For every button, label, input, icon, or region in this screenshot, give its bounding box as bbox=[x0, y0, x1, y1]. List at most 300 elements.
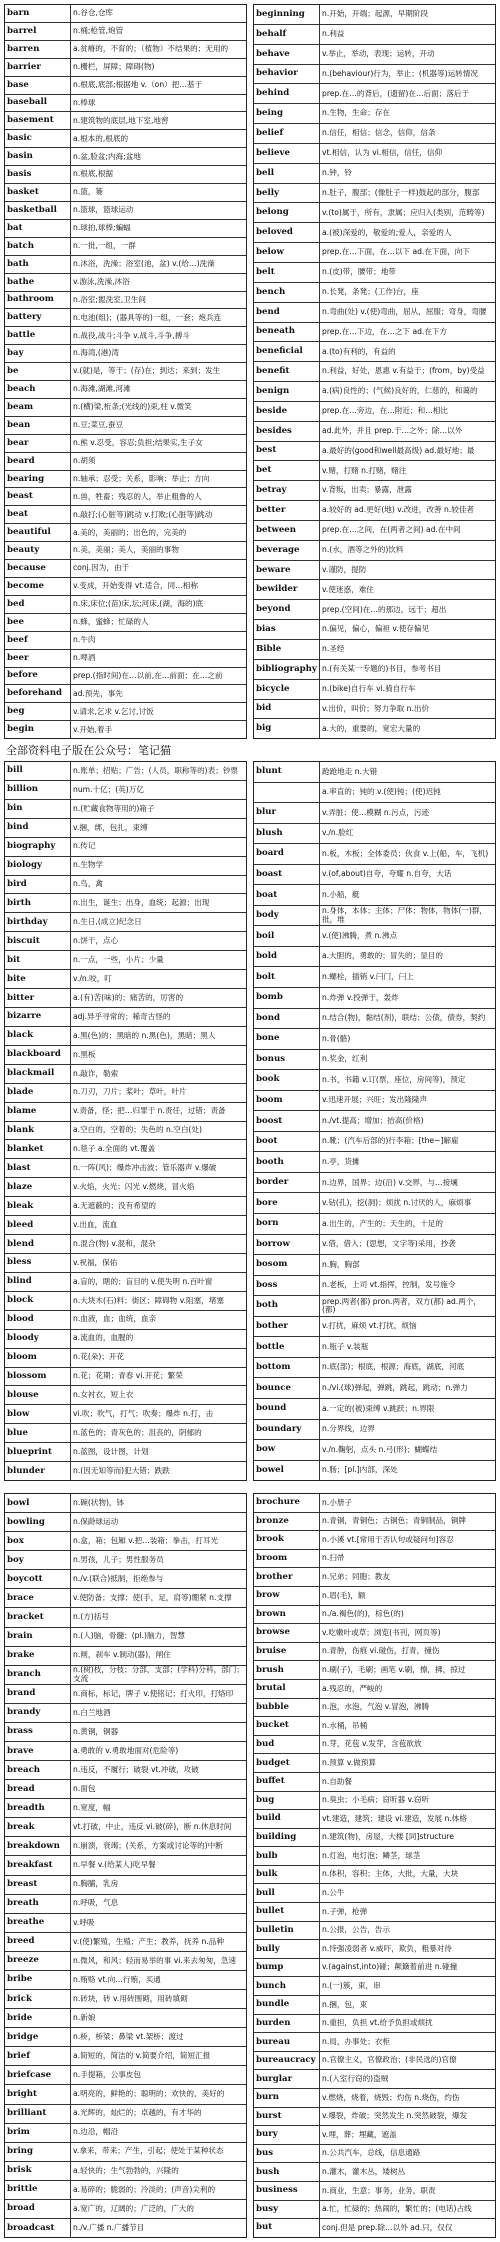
vocab-meaning: n.牛肉 bbox=[73, 634, 96, 644]
vocab-row bbox=[5, 989, 246, 1008]
vocab-word: bowl bbox=[5, 1494, 71, 1512]
column-left bbox=[4, 1493, 247, 2238]
vocab-word: boom bbox=[254, 1091, 320, 1111]
vocab-meaning: num.十亿；(英)万亿 bbox=[73, 784, 144, 794]
vocab-meaning: n.重担，负担 vt.给予负担或烦扰 bbox=[322, 2018, 433, 2028]
vocab-row bbox=[5, 309, 246, 327]
vocab-word: blanket bbox=[5, 1140, 71, 1158]
vocab-meaning: n.贿赂 vt.向…行贿，买通 bbox=[73, 1974, 161, 1984]
vocab-row bbox=[5, 1818, 246, 1837]
vocab-meaning: prep.在…下面，在…以下 ad.在下面，向下 bbox=[322, 247, 470, 257]
vocab-meaning: n.豆;菜豆,蚕豆 bbox=[73, 420, 124, 430]
vocab-word: break bbox=[5, 1818, 71, 1836]
vocab-row bbox=[254, 1773, 495, 1792]
vocab-meaning: n.扫帚 bbox=[322, 1553, 345, 1563]
vocab-word: bright bbox=[5, 2085, 71, 2103]
vocab-word: branch bbox=[5, 1666, 71, 1684]
column-right bbox=[253, 1493, 496, 2238]
vocab-row bbox=[254, 382, 495, 402]
vocab-row bbox=[5, 1914, 246, 1933]
vocab-word: bond bbox=[254, 1009, 320, 1029]
vocab-meaning: v.举止，举动，表现；运转，开动 bbox=[322, 48, 435, 58]
vocab-row bbox=[5, 112, 246, 130]
vocab-word: blunder bbox=[5, 1462, 71, 1480]
vocab-row bbox=[254, 2126, 495, 2145]
vocab-row bbox=[5, 1103, 246, 1122]
vocab-row bbox=[5, 220, 246, 238]
vocab-meaning: n./v.(联合)抵制，拒绝参与 bbox=[73, 1574, 164, 1584]
vocab-row bbox=[254, 1717, 495, 1736]
vocab-meaning: v.(使)繁殖，生殖；产生；教养，抚养 n.品种 bbox=[73, 1936, 224, 1946]
vocab-meaning: a.空白的，空着的；失色的 n.空白(处) bbox=[73, 1125, 202, 1135]
column-left bbox=[4, 761, 247, 1481]
vocab-meaning: v.祝福，保佑 bbox=[73, 1257, 118, 1267]
vocab-meaning: v.(against,into)碰；颠簸着前进 n.碰撞 bbox=[322, 1962, 458, 1972]
vocab-row bbox=[5, 166, 246, 184]
vocab-meaning: n.结合(物)，黏结(剂)，联结；公债，债券，契约 bbox=[322, 1013, 486, 1023]
vocab-row bbox=[254, 1420, 495, 1441]
column-left bbox=[4, 4, 247, 739]
vocab-word: both bbox=[254, 1296, 320, 1316]
vocab-row bbox=[5, 2066, 246, 2085]
vocab-row bbox=[254, 1111, 495, 1132]
vocab-row bbox=[254, 84, 495, 104]
vocab-meaning: v./n.脸红 bbox=[322, 828, 354, 838]
vocab-meaning: n.子弹，枪弹 bbox=[322, 1906, 368, 1916]
vocab-word: burn bbox=[254, 2089, 320, 2107]
vocab-row bbox=[254, 1235, 495, 1256]
vocab-word: bully bbox=[254, 1940, 320, 1958]
vocab-meaning: a.宽广的，辽阔的；广泛的，广大的 bbox=[73, 2203, 194, 2213]
vocab-meaning: n.自助餐 bbox=[322, 1776, 353, 1786]
vocab-meaning: v./n.咬，叮 bbox=[73, 973, 112, 983]
vocab-row bbox=[254, 541, 495, 561]
vocab-word: benefit bbox=[254, 362, 320, 381]
vocab-row bbox=[5, 41, 246, 59]
vocab-row bbox=[254, 762, 495, 783]
vocab-row bbox=[254, 243, 495, 263]
vocab-meaning: n./a.褐色(的)，棕色(的) bbox=[322, 1609, 404, 1619]
vocab-row bbox=[5, 800, 246, 819]
vocab-row bbox=[5, 762, 246, 781]
vocab-meaning: v.呼吸 bbox=[73, 1917, 95, 1927]
vocab-word: bathroom bbox=[5, 292, 71, 309]
vocab-row bbox=[5, 2009, 246, 2028]
vocab-row bbox=[5, 560, 246, 578]
vocab-word: breeze bbox=[5, 1952, 71, 1970]
vocab-meaning: n.芽，花苞 v.发芽，含苞欲放 bbox=[322, 1739, 422, 1749]
vocab-row bbox=[254, 783, 495, 804]
vocab-word: bee bbox=[5, 614, 71, 631]
vocab-meaning: a.贫瘠的，不育的；（植物）不结果的；无用的 bbox=[73, 44, 229, 54]
vocab-word: barn bbox=[5, 5, 71, 22]
vocab-row bbox=[5, 1330, 246, 1349]
vocab-row bbox=[5, 1761, 246, 1780]
vocab-word: breakdown bbox=[5, 1837, 71, 1855]
watermark-text: 全部资料电子版在公众号：笔记猫 bbox=[6, 744, 171, 757]
vocab-meaning: n.建筑(物)，房屋，大楼 [同]structure bbox=[322, 1832, 454, 1842]
vocab-word: bet bbox=[254, 461, 320, 480]
vocab-word: bucket bbox=[254, 1717, 320, 1735]
vocab-meaning: n.亭，货摊 bbox=[322, 1156, 360, 1166]
vocab-word: breed bbox=[5, 1933, 71, 1951]
vocab-word: beside bbox=[254, 402, 320, 421]
vocab-row bbox=[5, 1386, 246, 1405]
vocab-word: bear bbox=[5, 435, 71, 452]
vocab-row bbox=[5, 1273, 246, 1292]
vocab-word: board bbox=[254, 844, 320, 864]
vocab-meaning: v.迅速开展；兴旺；发出隆隆声 bbox=[322, 1095, 428, 1105]
vocab-row bbox=[5, 1666, 246, 1685]
vocab-word: basement bbox=[5, 112, 71, 129]
vocab-row bbox=[5, 1405, 246, 1424]
vocab-row bbox=[254, 1531, 495, 1550]
vocab-word: bother bbox=[254, 1317, 320, 1337]
vocab-word: bleak bbox=[5, 1197, 71, 1215]
vocab-meaning: conj.但是 prep.除…以外 ad.只，仅仅 bbox=[322, 2222, 453, 2232]
vocab-row bbox=[5, 417, 246, 435]
vocab-word: battery bbox=[5, 309, 71, 326]
vocab-word: boil bbox=[254, 926, 320, 946]
vocab-word: burglar bbox=[254, 2070, 320, 2088]
vocab-meaning: n.钟，铃 bbox=[322, 167, 353, 177]
vocab-meaning: ad.此外，并且 prep.于…之外；除…以外 bbox=[322, 425, 463, 435]
vocab-word: birthday bbox=[5, 913, 71, 931]
vocab-row bbox=[5, 1532, 246, 1551]
vocab-word: basin bbox=[5, 148, 71, 165]
vocab-meaning: a.轻快的；生气勃勃的，兴隆的 bbox=[73, 2165, 179, 2175]
vocab-row bbox=[5, 721, 246, 738]
vocab-word: boast bbox=[254, 865, 320, 885]
vocab-row bbox=[254, 2070, 495, 2089]
vocab-meaning: a.明亮的，鲜艳的；聪明的；欢快的，美好的 bbox=[73, 2089, 225, 2099]
vocab-word: breadth bbox=[5, 1799, 71, 1817]
vocab-word: bit bbox=[5, 951, 71, 969]
vocab-row bbox=[5, 453, 246, 471]
vocab-word: biology bbox=[5, 857, 71, 875]
vocab-row bbox=[5, 1122, 246, 1141]
vocab-meaning: conj.因为，由于 bbox=[73, 563, 130, 573]
vocab-word: bend bbox=[254, 303, 320, 322]
vocab-row bbox=[254, 926, 495, 947]
vocab-meaning: a.(有)苦(味)的；痛苦的，厉害的 bbox=[73, 992, 184, 1002]
vocab-meaning: a.出生的，产生的；天生的，十足的 bbox=[322, 1218, 443, 1228]
vocab-meaning: n.生日,(成立)纪念日 bbox=[73, 917, 142, 927]
vocab-word: believe bbox=[254, 144, 320, 163]
vocab-word: below bbox=[254, 243, 320, 262]
vocab-word: blank bbox=[5, 1122, 71, 1140]
vocab-row bbox=[5, 23, 246, 41]
vocab-row bbox=[254, 988, 495, 1009]
vocab-row bbox=[254, 25, 495, 45]
vocab-meaning: a.易碎的；脆弱的；冷淡的；(声音)尖利的 bbox=[73, 2184, 216, 2194]
vocab-row bbox=[5, 202, 246, 220]
vocab-word: brake bbox=[5, 1647, 71, 1665]
vocab-meaning: vt.建造，建筑；建设 vi.建造，发展 n.体格 bbox=[322, 1813, 467, 1823]
vocab-word: behavior bbox=[254, 65, 320, 84]
vocab-meaning: n.保龄球运动 bbox=[73, 1516, 119, 1526]
vocab-meaning: n.(横)梁,桁条;(光线的)束,柱 v.微笑 bbox=[73, 402, 192, 412]
vocab-word: boat bbox=[254, 885, 320, 905]
vocab-meaning: n.兄弟；同胞；教友 bbox=[322, 1571, 390, 1581]
vocab-row bbox=[254, 283, 495, 303]
vocab-row bbox=[5, 148, 246, 166]
vocab-word: barrel bbox=[5, 23, 71, 40]
vocab-row bbox=[254, 1255, 495, 1276]
vocab-row bbox=[5, 327, 246, 345]
vocab-meaning: n.篮，篓 bbox=[73, 187, 104, 197]
vocab-row bbox=[254, 580, 495, 600]
vocab-meaning: v.吃嫩叶或草；浏览(书刊，网页等) bbox=[322, 1627, 441, 1637]
vocab-word: brisk bbox=[5, 2162, 71, 2180]
vocab-word: beach bbox=[5, 381, 71, 398]
vocab-meaning: n.面包 bbox=[73, 1784, 96, 1793]
vocab-row bbox=[5, 488, 246, 506]
vocab-meaning: n.账单；招贴；广告；(人员，职称等的)表；钞票 bbox=[73, 765, 239, 775]
vocab-word: bud bbox=[254, 1736, 320, 1754]
vocab-row bbox=[5, 1235, 246, 1254]
vocab-word: besides bbox=[254, 422, 320, 441]
vocab-word: blouse bbox=[5, 1386, 71, 1404]
vocab-word: beg bbox=[5, 703, 71, 720]
vocab-row bbox=[254, 1173, 495, 1194]
vocab-word: bed bbox=[5, 596, 71, 613]
vocab-word: brass bbox=[5, 1723, 71, 1741]
vocab-word: belt bbox=[254, 263, 320, 282]
vocab-word: bureau bbox=[254, 2033, 320, 2051]
vocab-meaning: n.鸟，禽 bbox=[73, 879, 104, 889]
vocab-meaning: v.埋，葬；埋藏，遮盖 bbox=[322, 2129, 397, 2139]
vocab-word: batch bbox=[5, 238, 71, 255]
vocab-meaning: n.(贮藏食物等用的)箱子 bbox=[73, 803, 155, 813]
vocab-meaning: n.根底,根据 bbox=[73, 169, 114, 179]
vocab-meaning: n.分界线，边界 bbox=[322, 1424, 375, 1434]
vocab-word: brand bbox=[5, 1685, 71, 1703]
vocab-word: bat bbox=[5, 220, 71, 237]
vocab-row bbox=[5, 1723, 246, 1742]
vocab-row bbox=[254, 1378, 495, 1399]
vocab-row bbox=[5, 130, 246, 148]
vocab-meaning: v.爆裂，炸破；突然发生 n.突然破裂，爆发 bbox=[322, 2111, 468, 2121]
vocab-meaning: n.早餐 v.(给某人)吃早餐 bbox=[73, 1860, 156, 1870]
vocab-word: bride bbox=[5, 2009, 71, 2027]
vocab-meaning: n.栅栏，屏障；障碍(物) bbox=[73, 61, 155, 71]
vocab-row bbox=[5, 399, 246, 417]
vocab-meaning: v.捆，绑，包扎，束缚 bbox=[73, 822, 148, 832]
vocab-meaning: n.边沿，帽沿 bbox=[73, 2127, 119, 2137]
vocab-row bbox=[254, 2201, 495, 2220]
vocab-word: box bbox=[5, 1532, 71, 1550]
vocab-word: book bbox=[254, 1070, 320, 1090]
vocab-row bbox=[254, 1643, 495, 1662]
vocab-row bbox=[254, 947, 495, 968]
vocab-row bbox=[254, 1132, 495, 1153]
vocab-meaning: n.公牛 bbox=[322, 1888, 345, 1898]
vocab-row bbox=[5, 345, 246, 363]
vocab-meaning: v.(使)沸腾，煮 n.沸点 bbox=[322, 930, 398, 940]
vocab-row bbox=[5, 506, 246, 524]
vocab-row bbox=[5, 1513, 246, 1532]
vocab-row bbox=[5, 184, 246, 202]
vocab-word: beef bbox=[5, 632, 71, 649]
vocab-meaning: adj.异乎寻常的；稀奇古怪的 bbox=[73, 1011, 171, 1021]
vocab-word: beyond bbox=[254, 600, 320, 619]
vocab-word: beautiful bbox=[5, 524, 71, 541]
vocab-row bbox=[5, 1837, 246, 1856]
vocab-word: brave bbox=[5, 1742, 71, 1760]
vocab-row bbox=[254, 1513, 495, 1532]
vocab-word: be bbox=[5, 363, 71, 380]
vocab-row bbox=[254, 700, 495, 720]
vocab-row bbox=[254, 719, 495, 738]
vocab-word: brow bbox=[254, 1587, 320, 1605]
vocab-row bbox=[5, 781, 246, 800]
vocab-meaning: n.炸弹 v.投弹于，轰炸 bbox=[322, 992, 399, 1002]
vocab-word: being bbox=[254, 104, 320, 123]
vocab-meaning: n.(水，酒等之外的)饮料 bbox=[322, 545, 404, 554]
vocab-word: biography bbox=[5, 838, 71, 856]
vocab-word: bone bbox=[254, 1029, 320, 1049]
vocab-word: bonus bbox=[254, 1050, 320, 1070]
vocab-meaning: v.谨防，提防 bbox=[322, 564, 367, 574]
vocab-meaning: n.臭虫；小毛病；窃听器 v.窃听 bbox=[322, 1795, 430, 1805]
vocab-meaning: n.崩溃，衰竭；(关系，方案或讨论等的)中断 bbox=[73, 1841, 223, 1851]
vocab-word: because bbox=[5, 560, 71, 577]
vocab-word: booth bbox=[254, 1152, 320, 1172]
vocab-meaning: n.(树)枝，分枝；分部，支部；(学科)分科，部门；支流 bbox=[73, 1665, 244, 1683]
vocab-meaning: v.(就)是，等于；(存)在；到达；来到；发生 bbox=[73, 366, 221, 376]
vocab-word: blackboard bbox=[5, 1046, 71, 1064]
vocab-word: blast bbox=[5, 1159, 71, 1177]
vocab-meaning: v.背叛，出卖；暴露，泄露 bbox=[322, 485, 412, 495]
vocab-word: best bbox=[254, 442, 320, 461]
vocab-word: basket bbox=[5, 184, 71, 201]
vocab-meaning: n.官僚主义，官僚政治；(非民选的)官僚 bbox=[322, 2055, 457, 2065]
vocab-word: basketball bbox=[5, 202, 71, 219]
vocab-row bbox=[5, 970, 246, 989]
vocab-row bbox=[5, 913, 246, 932]
vocab-row bbox=[5, 2219, 246, 2237]
vocab-word: big bbox=[254, 719, 320, 738]
vocab-word: basis bbox=[5, 166, 71, 183]
vocab-row bbox=[5, 2181, 246, 2200]
vocab-row bbox=[254, 362, 495, 382]
vocab-row bbox=[254, 1296, 495, 1317]
vocab-word: bowel bbox=[254, 1461, 320, 1481]
vocab-row bbox=[5, 1780, 246, 1799]
vocab-meaning: n.出生，诞生；出身，血统；起源；出现 bbox=[73, 898, 210, 908]
vocab-row bbox=[5, 894, 246, 913]
vocab-word: blend bbox=[5, 1235, 71, 1253]
vocab-row bbox=[5, 1876, 246, 1895]
vocab-meaning: n.局，办事处；衣柜 bbox=[322, 2036, 390, 2046]
vocab-meaning: n.蜂，蜜蜂；忙碌的人 bbox=[73, 617, 149, 627]
vocab-row bbox=[5, 238, 246, 256]
vocab-row bbox=[5, 632, 246, 650]
vocab-word bbox=[254, 783, 320, 803]
vocab-meaning: n.根底,底部;根据地 v.（on）把…基于 bbox=[73, 79, 203, 89]
vocab-meaning: n.水桶，吊桶 bbox=[322, 1720, 368, 1730]
vocab-word: bleed bbox=[5, 1216, 71, 1234]
vocab-meaning: n.篮球，篮球运动 bbox=[73, 205, 134, 215]
vocab-row bbox=[5, 1895, 246, 1914]
vocab-word: brace bbox=[5, 1589, 71, 1607]
vocab-meaning: n.战役,战斗;斗争 v.战斗,斗争,搏斗 bbox=[73, 330, 190, 340]
vocab-meaning: a.美的，美丽的；出色的，完美的 bbox=[73, 527, 187, 537]
vocab-word: bottom bbox=[254, 1358, 320, 1378]
vocab-word: bias bbox=[254, 620, 320, 639]
vocab-word: betray bbox=[254, 481, 320, 500]
vocab-row bbox=[5, 1856, 246, 1875]
vocab-meaning: n.泡，水泡，气泡 v.冒泡，沸腾 bbox=[322, 1702, 430, 1712]
vocab-word: borrow bbox=[254, 1235, 320, 1255]
vocab-row bbox=[5, 1368, 246, 1387]
vocab-word: bloom bbox=[5, 1349, 71, 1367]
vocab-word: blunt bbox=[254, 762, 320, 782]
vocab-meaning: n.奖金，红利 bbox=[322, 1054, 368, 1064]
vocab-meaning: n.沐浴，洗澡；浴室(池，盆) v.(给…)洗澡 bbox=[73, 258, 215, 268]
vocab-row bbox=[5, 614, 246, 632]
vocab-row bbox=[5, 256, 246, 274]
vocab-meaning: n.边界，国界；边(沿) v.交界，与…接壤 bbox=[322, 1177, 458, 1187]
vocab-word: brown bbox=[254, 1606, 320, 1624]
vocab-word: buffet bbox=[254, 1773, 320, 1791]
vocab-row bbox=[254, 1736, 495, 1755]
vocab-meaning: n.一点，一些，小片；少量 bbox=[73, 954, 164, 964]
vocab-word: build bbox=[254, 1810, 320, 1828]
vocab-meaning: n.长凳，条凳；(工作)台，座 bbox=[322, 287, 419, 297]
vocab-meaning: n.兽，牲畜；残忍的人，举止粗鲁的人 bbox=[73, 491, 202, 501]
vocab-word: blood bbox=[5, 1311, 71, 1329]
vocab-word: bill bbox=[5, 762, 71, 780]
vocab-meaning: n.敲打;(心脏等)跳动 v.打败;(心脏等)跳动 bbox=[73, 509, 213, 519]
vocab-row bbox=[5, 1990, 246, 2009]
vocab-row bbox=[254, 323, 495, 343]
vocab-meaning: n.碗(状物)，钵 bbox=[73, 1497, 125, 1507]
vocab-meaning: n.新娘 bbox=[73, 2012, 96, 2022]
vocab-meaning: a.一定的(被)束缚 v.跳跃；n.界限 bbox=[322, 1403, 435, 1413]
vocab-meaning: prep.在…之间，在(两者之间) ad.在中间 bbox=[322, 525, 461, 535]
vocab-meaning: n.板，木板；全体委员；伙食 v.上(船，车，飞机) bbox=[322, 848, 489, 858]
vocab-row bbox=[5, 95, 246, 113]
vocab-meaning: n.花(朵)；开花 bbox=[73, 1352, 125, 1362]
vocab-row bbox=[5, 292, 246, 310]
vocab-meaning: prep.在…旁边，在…附近；和…相比 bbox=[322, 406, 448, 416]
vocab-meaning: n.大块木(石)料；街区；障碍物 v.阻塞，堵塞 bbox=[73, 1295, 224, 1305]
vocab-word: brain bbox=[5, 1628, 71, 1646]
vocab-row bbox=[5, 2124, 246, 2143]
vocab-row bbox=[5, 1311, 246, 1330]
page-3-columns bbox=[4, 1493, 496, 2238]
vocab-meaning: n.谷仓,仓库 bbox=[73, 8, 114, 18]
vocab-meaning: n.小溪 vt.[常用于否认句或疑问句]容忍 bbox=[322, 1534, 454, 1544]
vocab-word: bicycle bbox=[254, 680, 320, 699]
vocab-word: bronze bbox=[254, 1513, 320, 1531]
vocab-meaning: n.弯曲(处) v.(使)弯曲，屈从，屈服；弯身，弯腰 bbox=[322, 306, 487, 316]
vocab-word: beneficial bbox=[254, 342, 320, 361]
vocab-row bbox=[254, 65, 495, 85]
vocab-row bbox=[254, 442, 495, 462]
vocab-meaning: n.恃强凌弱者 v.威吓，欺负，粗暴对待 bbox=[322, 1943, 452, 1953]
vocab-meaning: n.敲诈，勒索 bbox=[73, 1068, 119, 1078]
vocab-meaning: n.捆，包，束 bbox=[322, 1999, 368, 2009]
vocab-row bbox=[254, 2108, 495, 2127]
vocab-meaning: n.女衬衣，短上衣 bbox=[73, 1390, 134, 1400]
vocab-row bbox=[5, 2200, 246, 2219]
vocab-row bbox=[254, 1624, 495, 1643]
vocab-word: but bbox=[254, 2219, 320, 2237]
vocab-meaning: n.青肿，伤痕 vi.碰伤，打青，撞伤 bbox=[322, 1646, 440, 1656]
